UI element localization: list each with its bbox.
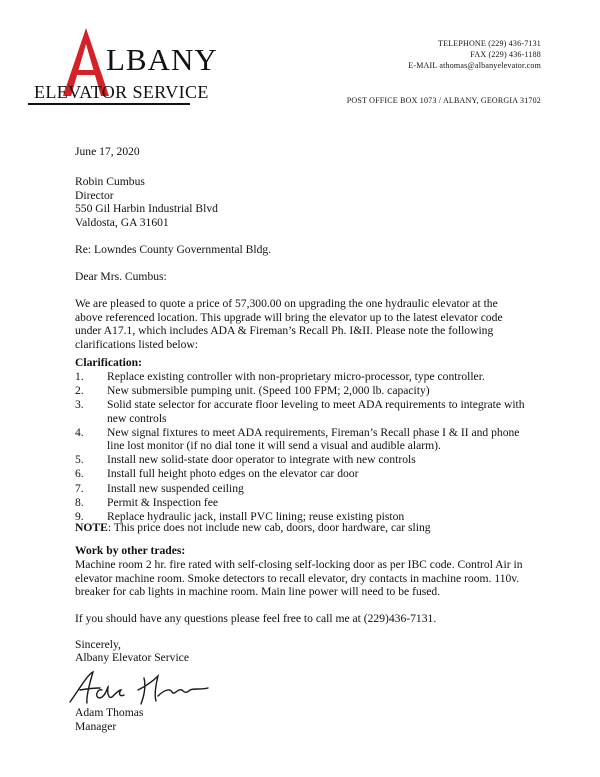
trades-line: breaker for cab lights in machine room. Main line power will need to be fused. <box>75 585 441 598</box>
subject-line: Re: Lowndes County Governmental Bldg. <box>75 243 272 256</box>
list-item: 8. Permit & Inspection fee <box>75 495 219 509</box>
note-label: NOTE <box>75 521 108 534</box>
list-item: 6. Install full height photo edges on the elevator car door <box>75 467 359 481</box>
logo-wordmark: LBANY <box>106 42 218 77</box>
telephone-line: TELEPHONE (229) 436-7131 <box>437 39 541 48</box>
list-item: 3. Solid state selector for accurate floor leveling to meet ADA requirements to integrate with new controls <box>75 398 525 425</box>
intro-line: under A17.1, which includes ADA & Fireman’s Recall Ph. I&II. Please note the following <box>75 324 494 337</box>
recipient-city: Valdosta, GA 31601 <box>75 216 169 229</box>
letter-date: June 17, 2020 <box>75 145 140 158</box>
contact-block <box>408 38 541 71</box>
recipient-name: Robin Cumbus <box>75 175 145 188</box>
logo-underline <box>28 103 190 105</box>
note-line <box>75 521 431 535</box>
intro-line: clarifications listed below: <box>75 338 198 351</box>
intro-line: above referenced location. This upgrade will bring the elevator up to the latest elevator code <box>75 311 503 324</box>
clarification-list <box>75 370 535 524</box>
salutation: Dear Mrs. Cumbus: <box>75 270 167 283</box>
list-item: 1. Replace existing controller with non-proprietary micro-processor, type controller. <box>75 370 485 383</box>
signer-name: Adam Thomas <box>75 706 144 719</box>
company-logo <box>28 26 228 108</box>
trades-line: Machine room 2 hr. fire rated with self-closing self-locking door as per IBC code. Control Air in <box>75 558 523 571</box>
recipient-street: 550 Gil Harbin Industrial Blvd <box>75 202 218 215</box>
list-item: 9. Replace hydraulic jack, install PVC lining; reuse existing piston <box>75 509 405 523</box>
list-item: 7. Install new suspended ceiling <box>75 481 244 495</box>
list-item: 5. Install new solid-state door operator to integrate with new controls <box>75 453 416 467</box>
signer-title: Manager <box>75 720 117 733</box>
fax-line: FAX (229) 436-1188 <box>470 50 541 59</box>
note-text: : This price does not include new cab, doors, door hardware, car sling <box>107 521 431 534</box>
trades-heading: Work by other trades: <box>75 544 186 557</box>
intro-line: We are pleased to quote a price of 57,300.00 on upgrading the one hydraulic elevator at the <box>75 297 498 310</box>
closing-company: Albany Elevator Service <box>75 651 189 664</box>
email-line: E-MAIL athomas@albanyelevator.com <box>408 61 541 70</box>
questions-line: If you should have any questions please feel free to call me at (229)436-7131. <box>75 612 437 625</box>
closing: Sincerely, <box>75 638 121 651</box>
list-item: 2. New submersible pumping unit. (Speed 100 FPM; 2,000 lb. capacity) <box>75 384 430 398</box>
recipient-title: Director <box>75 189 114 202</box>
trades-line: elevator machine room. Smoke detectors to recall elevator, dry contacts in machine room. 110v. <box>75 572 520 585</box>
handwritten-signature-icon <box>66 668 216 708</box>
logo-tagline: ELEVATOR SERVICE <box>34 82 209 102</box>
mailing-address: POST OFFICE BOX 1073 / ALBANY, GEORGIA 31702 <box>346 96 541 105</box>
clarification-heading: Clarification: <box>75 356 142 369</box>
list-item: 4. New signal fixtures to meet ADA requirements, Fireman’s Recall phase I & II and phone line lost monitor (if no dial tone it will send a visual and audible alarm). <box>75 425 520 453</box>
